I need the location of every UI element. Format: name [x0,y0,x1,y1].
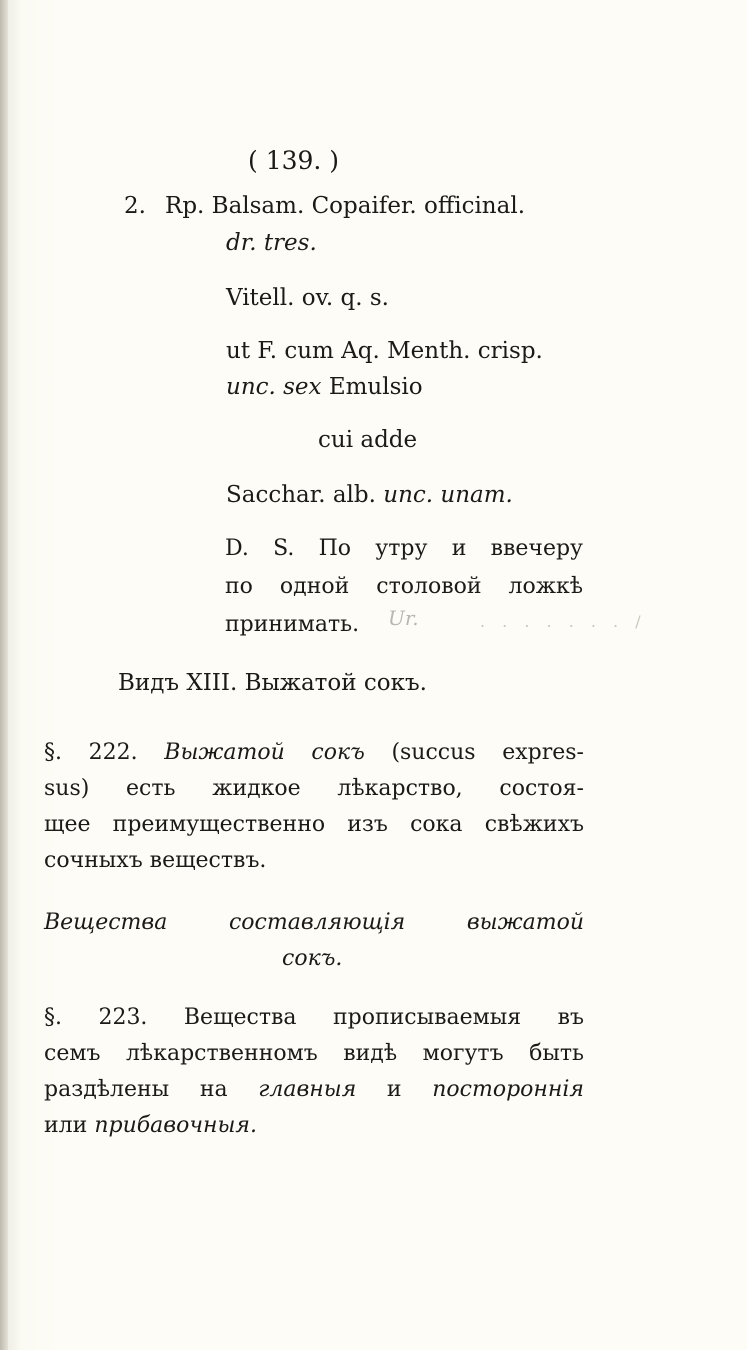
recipe-line-7-start: Sacchar. alb. [226,482,376,508]
para-223-term-side: постороннія [432,1077,584,1102]
para-222-line-4: сочныхъ веществъ. [44,848,267,873]
pencil-marks: . . . . . . . / [480,612,647,631]
para-222-line-1 [44,740,584,765]
para-223-term-main: главныя [258,1077,357,1102]
recipe-line-2: dr. tres. [226,230,317,256]
para-222-term: Выжатой сокъ [164,740,365,765]
signa-line-3: принимать. [225,612,360,637]
recipe-number: 2. [124,193,146,219]
recipe-line-6: cui adde [318,427,418,453]
recipe-line-5 [226,374,423,400]
recipe-line-1: Rp. Balsam. Copaifer. officinal. [165,193,526,219]
recipe-line-4: ut F. cum Aq. Menth. crisp. [226,338,543,364]
recipe-line-5-measure: unc. sex [226,374,322,400]
recipe-line-7-measure: unc. unam. [383,482,513,508]
para-223-term-added: прибавочныя. [94,1113,257,1138]
para-222-number: §. 222. [44,740,138,765]
para-222-line-2: sus) есть жидкое лѣкарство, состоя- [44,776,584,801]
para-223-line-3 [44,1077,584,1102]
subheading-line-1: Вещества составляющія выжатой [44,910,584,935]
para-222-latin: (succus expres- [391,740,584,765]
para-223-conj: и [386,1077,402,1102]
para-222-line-3: щее преимущественно изъ сока свѣжихъ [44,812,584,837]
para-223-line-2: семъ лѣкарственномъ видѣ могутъ быть [44,1041,584,1066]
pencil-annotation: Ur. [388,606,419,630]
recipe-line-3: Vitell. ov. q. s. [226,285,389,311]
recipe-line-7 [226,482,513,508]
para-223-line-4-start: или [44,1113,88,1138]
page-number: ( 139. ) [248,146,340,175]
recipe-line-5-rest: Emulsio [328,374,423,400]
para-223-line-3-start: раздѣлены на [44,1077,228,1102]
para-223-line-4 [44,1113,257,1138]
signa-line-2: по одной столовой ложкѣ [225,574,583,599]
section-heading: Видъ XIII. Выжатой сокъ. [118,670,427,696]
subheading-line-2: сокъ. [282,946,343,971]
para-223-line-1: §. 223. Вещества прописываемыя въ [44,1005,584,1030]
signa-line-1: D. S. По утру и ввечеру [225,536,583,561]
page-binding-edge [0,0,8,1350]
